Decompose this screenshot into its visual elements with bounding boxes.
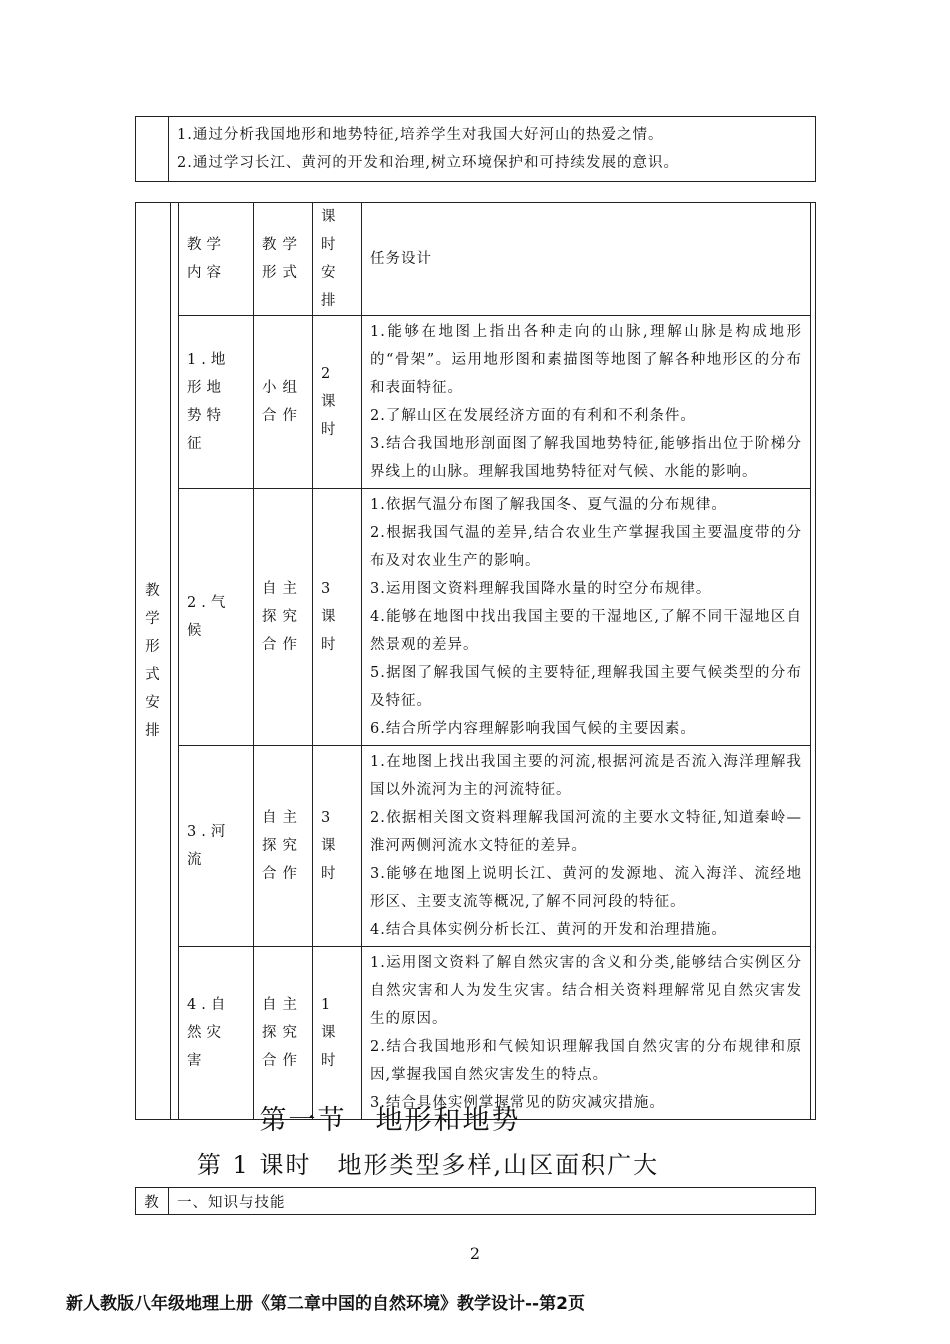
side-label: 教 学 形 式 安 排 bbox=[136, 203, 171, 1120]
row-hours: 2 课时 bbox=[313, 316, 362, 489]
task-item: 5.据图了解我国气候的主要特征,理解我国主要气候类型的分布及特征。 bbox=[370, 665, 802, 709]
schedule-header-row bbox=[136, 203, 816, 316]
goals-left-cell bbox=[136, 117, 169, 182]
spacer-column bbox=[171, 203, 179, 1120]
table-row bbox=[136, 489, 816, 746]
table-row bbox=[136, 316, 816, 489]
row-tasks bbox=[362, 489, 811, 746]
row-hours: 3 课时 bbox=[313, 489, 362, 746]
goals-table bbox=[135, 116, 816, 182]
row-content: 3.河流 bbox=[179, 746, 254, 947]
task-item: 1.能够在地图上指出各种走向的山脉,理解山脉是构成地形的“骨架”。运用地形图和素描图等地图了解各种地形区的分布和表面特征。 bbox=[370, 324, 802, 396]
task-item: 3.运用图文资料理解我国降水量的时空分布规律。 bbox=[370, 581, 712, 597]
task-item: 4.能够在地图中找出我国主要的干湿地区,了解不同干湿地区自然景观的差异。 bbox=[370, 609, 802, 653]
objectives-heading: 一、知识与技能 bbox=[169, 1188, 816, 1215]
table-row bbox=[136, 746, 816, 947]
header-task: 任务设计 bbox=[362, 203, 811, 316]
header-hours: 课时安排 bbox=[313, 203, 362, 316]
header-content: 教学内容 bbox=[179, 203, 254, 316]
task-item: 2.根据我国气温的差异,结合农业生产掌握我国主要温度带的分布及对农业生产的影响。 bbox=[370, 525, 802, 569]
row-hours: 1 课时 bbox=[313, 947, 362, 1120]
lesson-title: 第 1 课时 地形类型多样,山区面积广大 bbox=[196, 1151, 660, 1179]
row-content: 4.自然灾害 bbox=[179, 947, 254, 1120]
row-tasks bbox=[362, 316, 811, 489]
task-item: 1.运用图文资料了解自然灾害的含义和分类,能够结合实例区分自然灾害和人为发生灾害。结合相关资料理解常见自然灾害发生的原因。 bbox=[370, 955, 802, 1027]
goal-item: 1.通过分析我国地形和地势特征,培养学生对我国大好河山的热爱之情。 bbox=[177, 127, 664, 143]
objectives-table bbox=[135, 1187, 816, 1215]
task-item: 6.结合所学内容理解影响我国气候的主要因素。 bbox=[370, 721, 696, 737]
task-item: 1.依据气温分布图了解我国冬、夏气温的分布规律。 bbox=[370, 497, 727, 513]
page-number: 2 bbox=[469, 1244, 481, 1263]
row-tasks bbox=[362, 947, 811, 1120]
row-tasks bbox=[362, 746, 811, 947]
page-footer: 新人教版八年级地理上册《第二章中国的自然环境》教学设计--第2页 bbox=[66, 1294, 585, 1314]
table-row bbox=[136, 947, 816, 1120]
task-item: 2.了解山区在发展经济方面的有利和不利条件。 bbox=[370, 408, 696, 424]
task-item: 3.结合我国地形剖面图了解我国地势特征,能够指出位于阶梯分界线上的山脉。理解我国地势特征对气候、水能的影响。 bbox=[370, 436, 802, 480]
task-item: 2.结合我国地形和气候知识理解我国自然灾害的分布规律和原因,掌握我国自然灾害发生的特点。 bbox=[370, 1039, 802, 1083]
objectives-label: 教 bbox=[136, 1188, 169, 1215]
task-item: 3.能够在地图上说明长江、黄河的发源地、流入海洋、流经地形区、主要支流等概况,了解不同河段的特征。 bbox=[370, 866, 802, 910]
goals-cell bbox=[169, 117, 816, 182]
section-title: 第一节 地形和地势 bbox=[259, 1105, 521, 1136]
task-item: 3.结合具体实例掌握常见的防灾减灾措施。 bbox=[370, 1095, 665, 1111]
task-item: 2.依据相关图文资料理解我国河流的主要水文特征,知道秦岭—淮河两侧河流水文特征的差异。 bbox=[370, 810, 802, 854]
row-content: 2.气候 bbox=[179, 489, 254, 746]
row-content: 1.地形地势特征 bbox=[179, 316, 254, 489]
row-form: 自主探究合作 bbox=[254, 947, 313, 1120]
row-form: 小组合作 bbox=[254, 316, 313, 489]
schedule-table bbox=[135, 202, 816, 1120]
end-column bbox=[811, 203, 816, 1120]
row-form: 自主探究合作 bbox=[254, 489, 313, 746]
task-item: 1.在地图上找出我国主要的河流,根据河流是否流入海洋理解我国以外流河为主的河流特征。 bbox=[370, 754, 802, 798]
row-hours: 3 课时 bbox=[313, 746, 362, 947]
header-form: 教学形式 bbox=[254, 203, 313, 316]
goal-item: 2.通过学习长江、黄河的开发和治理,树立环境保护和可持续发展的意识。 bbox=[177, 155, 679, 171]
task-item: 4.结合具体实例分析长江、黄河的开发和治理措施。 bbox=[370, 922, 727, 938]
row-form: 自主探究合作 bbox=[254, 746, 313, 947]
